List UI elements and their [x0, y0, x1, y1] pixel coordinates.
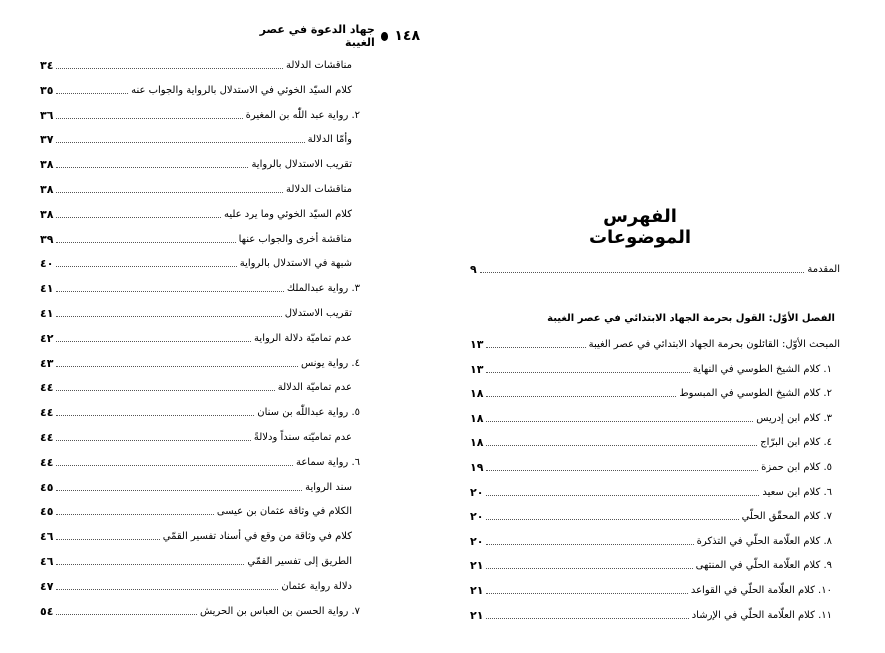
toc-entry-intro[interactable]	[470, 257, 840, 277]
page-number: ١٤٨	[394, 28, 420, 44]
toc-entry-title: ٤. كلام ابن البرّاج	[760, 437, 832, 449]
dot-leader	[56, 589, 278, 590]
toc-entry[interactable]	[40, 127, 360, 147]
dot-leader	[486, 593, 687, 594]
dot-leader	[56, 341, 251, 342]
toc-entry-title: وأمّا الدلالة	[307, 134, 352, 146]
toc-entry-page: ٤٧	[40, 579, 54, 593]
toc-entry-title: ٣. رواية عبدالملك	[286, 283, 360, 295]
toc-entry-title: ٩. كلام العلّامة الحلّي في المنتهى	[695, 560, 832, 572]
toc-entry-title: عدم تماميّته سنداً ودلالةً	[253, 432, 352, 443]
running-header	[250, 23, 420, 49]
toc-entry[interactable]	[40, 326, 360, 346]
dot-leader	[56, 316, 281, 317]
toc-entry[interactable]	[40, 276, 360, 296]
dot-leader	[56, 167, 248, 168]
dot-leader	[56, 514, 213, 515]
dot-leader	[56, 142, 304, 143]
toc-entry[interactable]	[40, 574, 360, 594]
toc-entry-title: الكلام في وثاقة عثمان بن عيسى	[216, 506, 352, 518]
toc-entry-page: ٤١	[40, 307, 54, 320]
chapter-heading: الفصل الأوّل: القول بحرمة الجهاد الابتدائي في عصر الغيبة	[547, 313, 835, 324]
toc-entry-title: ٧. رواية الحسن بن العباس بن الحريش	[199, 605, 360, 617]
toc-entry[interactable]	[40, 103, 360, 123]
toc-entry-page: ٤٠	[40, 257, 54, 271]
left-page	[0, 0, 430, 653]
dot-leader	[486, 470, 758, 471]
dot-leader	[486, 519, 738, 520]
toc-entry[interactable]	[40, 301, 360, 321]
toc-entry[interactable]	[40, 599, 360, 619]
toc-entry-title: شبهة في الاستدلال بالرواية	[239, 258, 352, 270]
toc-entry-title: ٤. رواية يونس	[301, 357, 360, 369]
dot-leader	[486, 568, 692, 569]
dot-leader	[56, 217, 221, 218]
toc-entry-title: تقريب الاستدلال	[284, 308, 352, 319]
toc-entry[interactable]	[40, 450, 360, 470]
toc-entry[interactable]	[40, 53, 360, 73]
toc-entry[interactable]	[40, 177, 360, 197]
toc-entry[interactable]	[470, 480, 840, 500]
toc-entry-page: ٣٨	[40, 158, 54, 172]
toc-entry-title: سند الرواية	[305, 481, 352, 493]
dot-leader	[486, 445, 757, 446]
toc-entry[interactable]	[470, 381, 840, 401]
toc-entry[interactable]	[470, 332, 840, 352]
dot-leader	[56, 291, 283, 292]
toc-entry-page: ٩	[470, 263, 477, 276]
toc-entry-title: ٧. كلام المحقّق الحلّي	[741, 511, 832, 523]
dot-leader	[486, 495, 759, 496]
dot-leader	[486, 421, 753, 422]
toc-entry-title: ١١. كلام العلّامة الحلّي في الإرشاد	[691, 609, 832, 621]
toc-entry-page: ١٨	[470, 436, 484, 450]
toc-entry[interactable]	[40, 524, 360, 544]
toc-entry-page: ١٣	[470, 338, 484, 351]
toc-entry-page: ٢١	[470, 608, 484, 622]
toc-entry-title: ٨. كلام العلّامة الحلّي في التذكرة	[696, 535, 832, 547]
toc-entry[interactable]	[40, 251, 360, 271]
toc-entry-page: ٣٤	[40, 59, 54, 72]
toc-entry-title: ٢. كلام الشيخ الطوسي في المبسوط	[679, 388, 832, 400]
dot-leader	[480, 272, 805, 273]
toc-entry-title: ١. كلام الشيخ الطوسي في النهاية	[692, 363, 832, 375]
toc-entry-page: ١٨	[470, 387, 484, 401]
toc-entry-page: ٤٢	[40, 331, 54, 345]
toc-entry-title: ٥. كلام ابن حمزة	[761, 462, 832, 473]
toc-entry-page: ٤٦	[40, 555, 54, 568]
dot-leader	[56, 490, 302, 491]
toc-entry-title: ١٠. كلام العلّامة الحلّي في القواعد	[690, 585, 832, 596]
toc-entry[interactable]	[470, 529, 840, 549]
toc-entry[interactable]	[40, 400, 360, 420]
toc-entry-page: ٢١	[470, 584, 484, 597]
toc-entry[interactable]	[470, 578, 840, 598]
dot-leader	[486, 396, 676, 397]
bullet-icon	[381, 32, 389, 41]
toc-entry-page: ٤٦	[40, 530, 54, 544]
toc-entry[interactable]	[40, 78, 360, 98]
toc-entry-page: ٣٧	[40, 133, 54, 147]
toc-entry[interactable]	[470, 430, 840, 450]
toc-entry-title: كلام السيّد الخوئي وما يرد عليه	[223, 208, 352, 220]
toc-entry-page: ٢٠	[470, 510, 484, 524]
toc-entry[interactable]	[470, 603, 840, 623]
toc-entry-page: ٣٩	[40, 232, 54, 246]
toc-entry-page: ٢٠	[470, 485, 484, 499]
toc-entry-title: المقدمة	[807, 264, 840, 275]
toc-entry-page: ٣٨	[40, 207, 54, 221]
toc-entry-page: ٢٠	[470, 534, 484, 548]
toc-entry-page: ١٩	[470, 461, 484, 474]
toc-entry-page: ٣٦	[40, 108, 54, 122]
dot-leader	[56, 118, 242, 119]
toc-entry-title: عدم تماميّة الدلالة	[277, 382, 352, 394]
dot-leader	[56, 68, 283, 69]
toc-entry[interactable]	[40, 425, 360, 445]
dot-leader	[56, 192, 283, 193]
toc-entry-title: مناقشات الدلالة	[286, 184, 352, 195]
toc-entry-title: مناقشات الدلالة	[286, 60, 352, 71]
dot-leader	[486, 618, 688, 619]
toc-entry-page: ١٨	[470, 411, 484, 425]
toc-entry-page: ٤٥	[40, 480, 54, 494]
toc-entry-title: الطريق إلى تفسير القمّي	[247, 556, 352, 567]
toc-entry[interactable]	[470, 357, 840, 377]
toc-entry[interactable]	[40, 152, 360, 172]
dot-leader	[486, 347, 585, 348]
toc-entry-title: مناقشة أخرى والجواب عنها	[238, 233, 352, 245]
toc-entry[interactable]	[470, 406, 840, 426]
toc-entry[interactable]	[40, 499, 360, 519]
dot-leader	[56, 242, 235, 243]
toc-entry-title: ٥. رواية عبداللّٰه بن سنان	[257, 407, 360, 419]
dot-leader	[56, 440, 250, 441]
toc-entry-title: ٢. رواية عبد اللّٰه بن المغيرة	[245, 109, 360, 121]
dot-leader	[486, 544, 693, 545]
dot-leader	[56, 465, 293, 466]
toc-entry-page: ٣٥	[40, 83, 54, 97]
toc-entry-page: ٣٨	[40, 183, 54, 196]
toc-entry-page: ٤٤	[40, 406, 54, 420]
toc-entry-title: ٦. رواية سماعة	[295, 456, 360, 468]
toc-entry-page: ٤٤	[40, 455, 54, 469]
dot-leader	[56, 93, 128, 94]
toc-entry-title: كلام السيّد الخوئي في الاستدلال بالرواية والجواب عنه	[131, 84, 352, 96]
dot-leader	[56, 415, 254, 416]
dot-leader	[486, 372, 689, 373]
toc-entry-page: ٤٣	[40, 356, 54, 370]
toc-entry-page: ٤٥	[40, 505, 54, 519]
dot-leader	[56, 366, 298, 367]
toc-entry[interactable]	[40, 202, 360, 222]
toc-entry-page: ٥٤	[40, 604, 54, 618]
toc-entry[interactable]	[40, 375, 360, 395]
dot-leader	[56, 614, 197, 615]
dot-leader	[56, 390, 274, 391]
toc-entry-title: كلام في وثاقة من وقع في أسناد تفسير القمّي	[162, 531, 352, 543]
dot-leader	[56, 266, 236, 267]
toc-title: الفهرس الموضوعات	[588, 206, 692, 248]
toc-entry-title: دلالة رواية عثمان	[281, 580, 352, 592]
toc-entry-title: ٦. كلام ابن سعيد	[762, 486, 832, 498]
toc-entry[interactable]	[40, 351, 360, 371]
toc-entry[interactable]	[470, 553, 840, 573]
toc-entry-page: ٤١	[40, 282, 54, 296]
dot-leader	[56, 539, 159, 540]
toc-entry[interactable]	[470, 504, 840, 524]
book-title: جهاد الدعوة في عصر الغيبة	[259, 23, 375, 49]
toc-entry-page: ١٣	[470, 362, 484, 376]
right-page	[445, 0, 885, 653]
toc-entry[interactable]	[40, 227, 360, 247]
dot-leader	[56, 564, 244, 565]
toc-entry-title: تقريب الاستدلال بالرواية	[251, 159, 352, 171]
toc-entry-page: ٢١	[470, 559, 484, 573]
toc-entry-title: عدم تماميّة دلالة الرواية	[254, 332, 352, 344]
toc-entry-page: ٤٤	[40, 381, 54, 395]
toc-entry[interactable]	[470, 455, 840, 475]
toc-entry[interactable]	[40, 475, 360, 495]
toc-entry-title: ٣. كلام ابن إدريس	[756, 412, 832, 424]
toc-entry-page: ٤٤	[40, 431, 54, 444]
toc-entry-title: المبحث الأوّل: القائلون بحرمة الجهاد الابتدائي في عصر الغيبة	[588, 339, 840, 350]
toc-entry[interactable]	[40, 549, 360, 569]
